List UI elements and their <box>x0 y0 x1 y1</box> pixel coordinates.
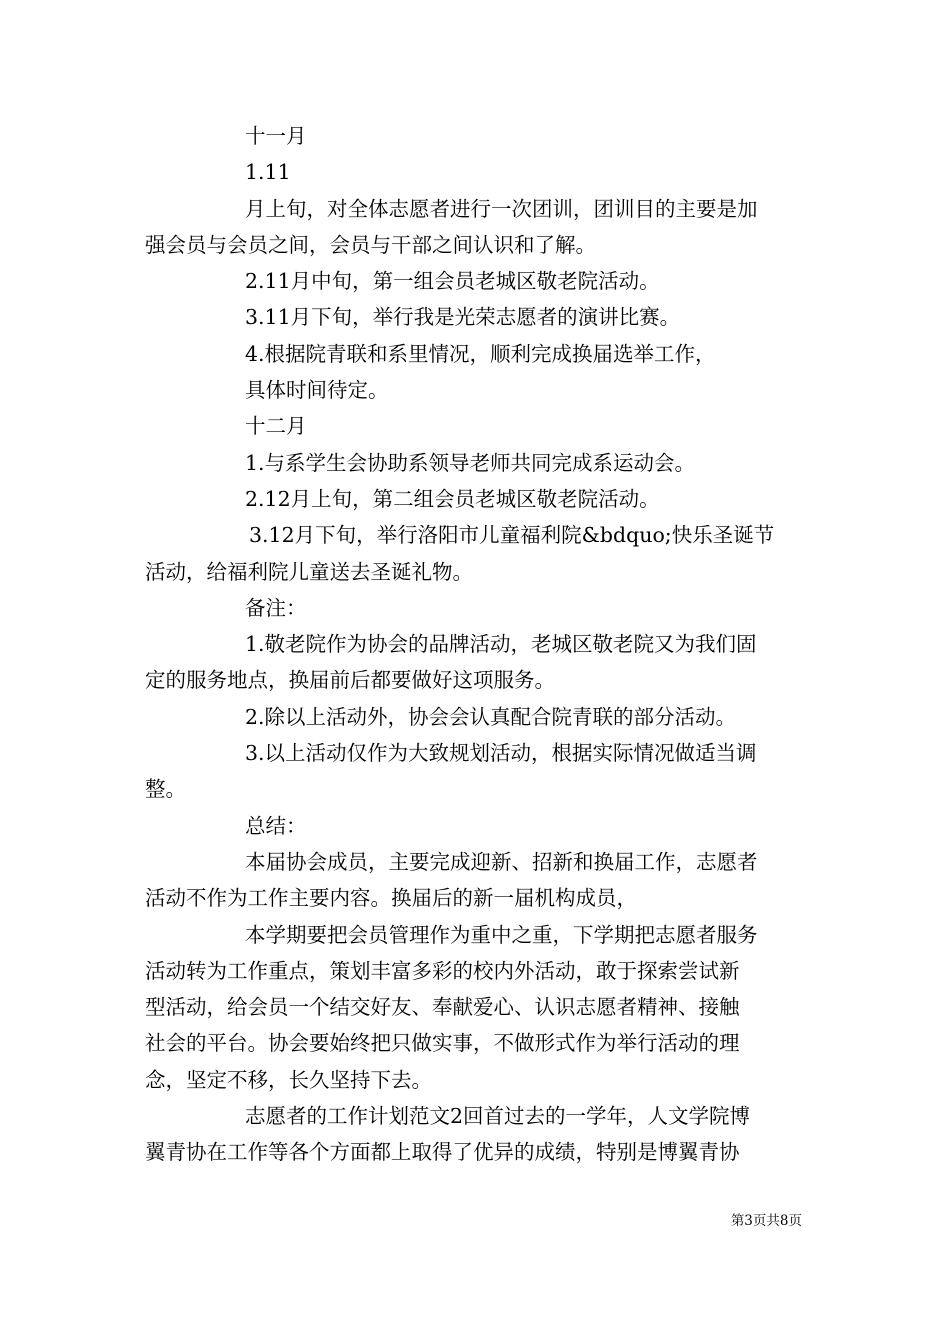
heading-december: 十二月 <box>245 414 307 439</box>
text-line: 翼青协在工作等各个方面都上取得了优异的成绩，特别是博翼青协 <box>145 1140 740 1165</box>
text-line: 1.敬老院作为协会的品牌活动，老城区敬老院又为我们固 <box>245 632 757 657</box>
text-line: 1.11 <box>245 160 291 185</box>
text-line: 型活动，给会员一个结交好友、奉献爱心、认识志愿者精神、接触 <box>145 995 740 1020</box>
text-line: 2.11月中旬，第一组会员老城区敬老院活动。 <box>245 269 660 294</box>
text-line: 3.以上活动仅作为大致规划活动，根据实际情况做适当调 <box>245 741 757 766</box>
text-line: 强会员与会员之间，会员与干部之间认识和了解。 <box>145 232 596 257</box>
heading-summary: 总结： <box>245 813 307 838</box>
text-line: 具体时间待定。 <box>245 378 389 403</box>
text-line: 2.除以上活动外，协会会认真配合院青联的部分活动。 <box>245 704 737 729</box>
text-line: 活动转为工作重点，策划丰富多彩的校内外活动，敢于探索尝试新 <box>145 958 740 983</box>
text-line: 社会的平台。协会要始终把只做实事，不做形式作为举行活动的理 <box>145 1031 740 1056</box>
heading-remarks: 备注： <box>245 595 307 620</box>
text-line: 3.12月下旬，举行洛阳市儿童福利院&bdquo;快乐圣诞节 <box>249 523 775 548</box>
text-line: 定的服务地点，换届前后都要做好这项服务。 <box>145 668 555 693</box>
text-line: 念，坚定不移，长久坚持下去。 <box>145 1067 432 1092</box>
text-line: 3.11月下旬，举行我是光荣志愿者的演讲比赛。 <box>245 305 681 330</box>
text-line: 4.根据院青联和系里情况，顺利完成换届选举工作， <box>245 341 716 366</box>
text-line: 整。 <box>145 777 186 802</box>
text-line: 本届协会成员，主要完成迎新、招新和换届工作，志愿者 <box>245 849 758 874</box>
document-body <box>145 118 805 1171</box>
text-line: 活动不作为工作主要内容。换届后的新一届机构成员， <box>145 886 637 911</box>
text-line: 活动，给福利院儿童送去圣诞礼物。 <box>145 559 473 584</box>
text-line: 2.12月上旬，第二组会员老城区敬老院活动。 <box>245 486 660 511</box>
text-line: 志愿者的工作计划范文2回首过去的一学年，人文学院博 <box>245 1104 751 1129</box>
page-number: 第3页共8页 <box>730 1213 802 1229</box>
text-line: 1.与系学生会协助系领导老师共同完成系运动会。 <box>245 450 696 475</box>
heading-november: 十一月 <box>245 124 307 148</box>
text-line: 月上旬，对全体志愿者进行一次团训，团训目的主要是加 <box>245 196 758 221</box>
text-line: 本学期要把会员管理作为重中之重，下学期把志愿者服务 <box>245 922 758 947</box>
